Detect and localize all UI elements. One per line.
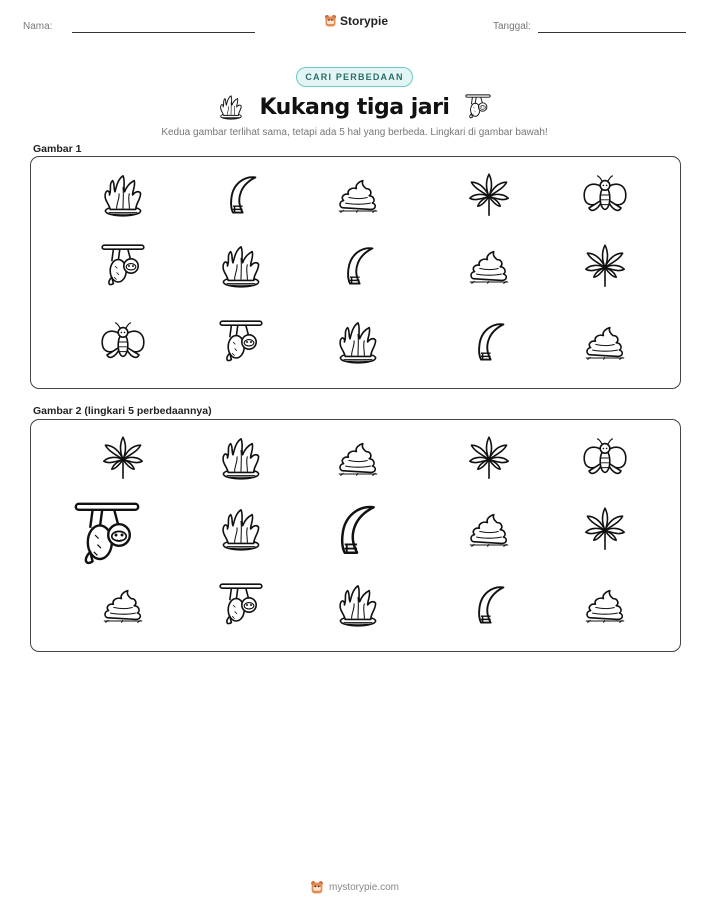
picture1-item xyxy=(334,318,382,366)
coral-icon xyxy=(217,242,265,290)
picture1-item xyxy=(581,171,629,219)
picture2-item[interactable] xyxy=(99,581,147,629)
picture2-item[interactable] xyxy=(465,434,513,482)
dung-icon xyxy=(581,318,629,366)
picture1-item xyxy=(217,171,265,219)
dung-icon xyxy=(581,581,629,629)
picture2-item[interactable] xyxy=(334,434,382,482)
coral-icon xyxy=(99,171,147,219)
picture1-item xyxy=(99,242,147,290)
picture2-item[interactable] xyxy=(71,499,143,571)
picture2-item[interactable] xyxy=(217,581,265,629)
footer xyxy=(0,880,709,895)
picture1-item xyxy=(465,171,513,219)
claw-icon xyxy=(324,499,386,561)
leaf-icon xyxy=(581,242,629,290)
sloth-icon xyxy=(463,93,493,121)
picture1-item xyxy=(99,318,147,366)
coral-icon xyxy=(217,505,265,553)
picture2-item[interactable] xyxy=(324,499,386,561)
sloth-icon xyxy=(217,318,265,366)
picture1-label: Gambar 1 xyxy=(33,143,82,155)
footer-url: mystorypie.com xyxy=(328,882,399,893)
picture2-item[interactable] xyxy=(581,505,629,553)
picture1-item xyxy=(217,318,265,366)
picture2-item[interactable] xyxy=(465,505,513,553)
claw-icon xyxy=(334,242,382,290)
picture1-item xyxy=(217,242,265,290)
picture1-item xyxy=(465,242,513,290)
picture1-item xyxy=(581,242,629,290)
coral-icon xyxy=(334,581,382,629)
page-title: Kukang tiga jari xyxy=(259,94,450,120)
title-row xyxy=(200,90,509,124)
activity-tag: CARI PERBEDAAN xyxy=(296,67,413,87)
picture1-item xyxy=(465,318,513,366)
picture2-item[interactable] xyxy=(465,581,513,629)
picture2-item[interactable] xyxy=(334,581,382,629)
date-label: Tanggal: xyxy=(493,21,531,32)
dung-icon xyxy=(465,242,513,290)
picture2-item[interactable] xyxy=(99,434,147,482)
claw-icon xyxy=(465,318,513,366)
coral-icon xyxy=(216,93,246,121)
moth-icon xyxy=(99,318,147,366)
picture2-item[interactable] xyxy=(217,434,265,482)
picture1-item xyxy=(334,242,382,290)
picture1-panel xyxy=(30,156,681,389)
leaf-icon xyxy=(581,505,629,553)
sloth-icon xyxy=(217,581,265,629)
leaf-icon xyxy=(99,434,147,482)
picture2-panel[interactable] xyxy=(30,419,681,652)
dung-icon xyxy=(334,171,382,219)
claw-icon xyxy=(217,171,265,219)
moth-icon xyxy=(581,434,629,482)
picture1-item xyxy=(334,171,382,219)
sloth-icon xyxy=(99,242,147,290)
picture2-item[interactable] xyxy=(581,434,629,482)
leaf-icon xyxy=(465,434,513,482)
leaf-icon xyxy=(465,171,513,219)
dung-icon xyxy=(334,434,382,482)
picture2-label: Gambar 2 (lingkari 5 perbedaannya) xyxy=(33,405,212,417)
date-field[interactable] xyxy=(538,32,686,33)
picture1-item xyxy=(99,171,147,219)
picture2-item[interactable] xyxy=(217,505,265,553)
coral-icon xyxy=(334,318,382,366)
sloth-icon xyxy=(71,499,143,571)
claw-icon xyxy=(465,581,513,629)
instructions: Kedua gambar terlihat sama, tetapi ada 5 hal yang berbeda. Lingkari di gambar bawah! xyxy=(161,127,548,138)
brand-name: Storypie xyxy=(340,14,389,28)
dung-icon xyxy=(99,581,147,629)
brand-logo xyxy=(324,14,388,28)
storypie-bear-icon xyxy=(310,880,324,895)
picture1-item xyxy=(581,318,629,366)
name-label: Nama: xyxy=(23,21,53,32)
dung-icon xyxy=(465,505,513,553)
name-field[interactable] xyxy=(72,32,255,33)
coral-icon xyxy=(217,434,265,482)
picture2-item[interactable] xyxy=(581,581,629,629)
moth-icon xyxy=(581,171,629,219)
storypie-bear-icon xyxy=(324,14,337,28)
